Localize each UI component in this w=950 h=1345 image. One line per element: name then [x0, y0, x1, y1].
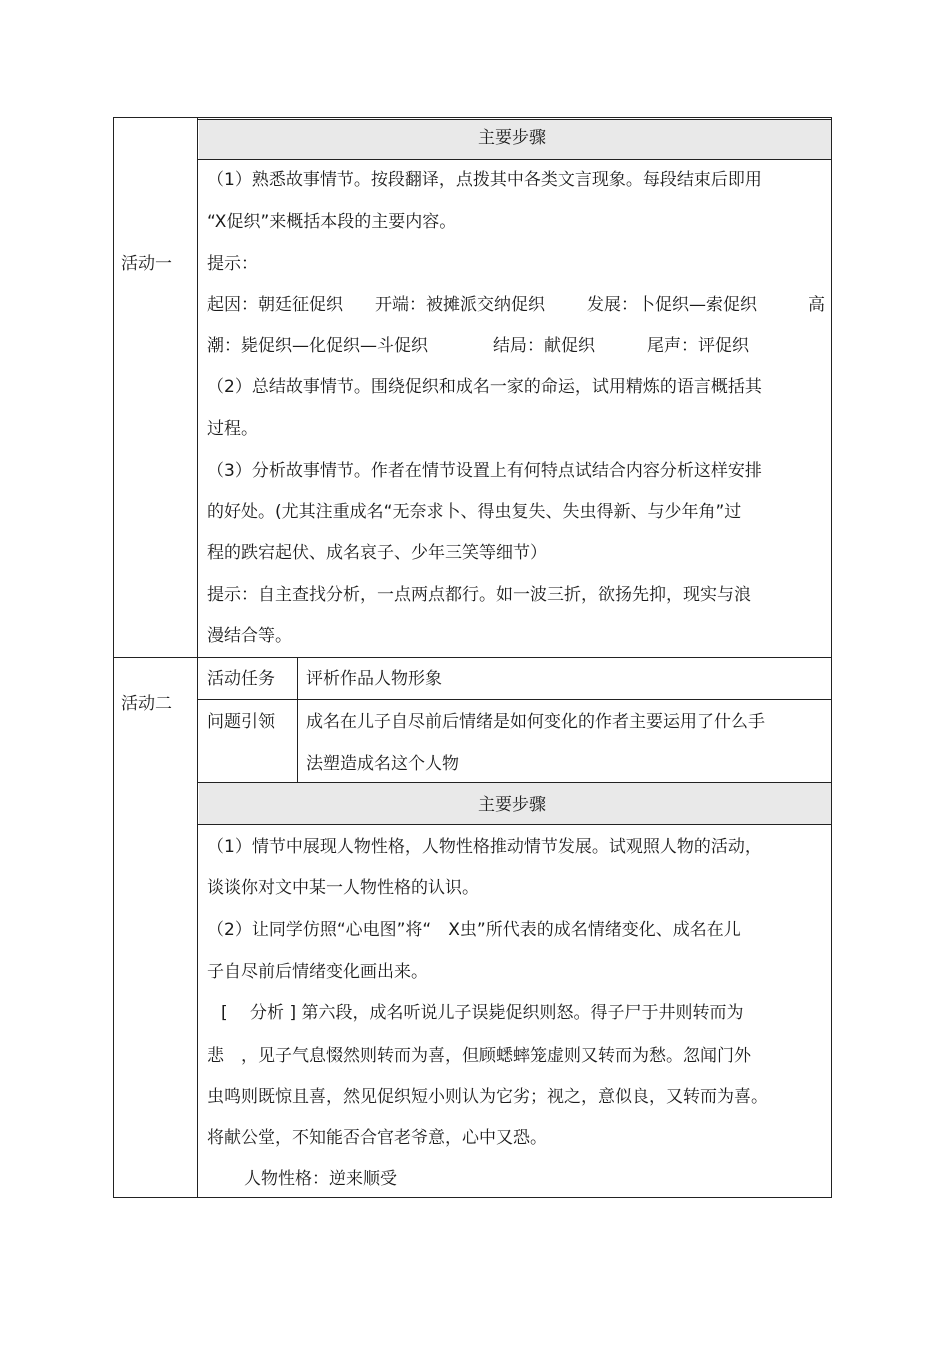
activity2-header-bottom-line — [197, 824, 831, 825]
activity1-line-hint2a: 提示：自主查找分析，一点两点都行。如一波三折，欲扬先抑，现实与浪 — [207, 585, 751, 605]
analysis-line-1: [ 分析 ] 第六段，成名听说儿子误毙促织则怒。得子尸于井则转而为 — [221, 1003, 744, 1023]
plot-opening: 开端：被摊派交纳促织 — [375, 295, 545, 315]
task-row-divider — [197, 699, 831, 700]
question-label: 问题引领 — [207, 712, 275, 732]
task-value: 评析作品人物形象 — [306, 669, 442, 689]
question-line-2: 法塑造成名这个人物 — [306, 754, 459, 774]
activity1-hint-label: 提示： — [207, 254, 258, 274]
plot-epilogue: 尾声：评促织 — [647, 336, 749, 356]
activity2-header-top-line — [197, 782, 831, 783]
activity1-line-2: “X促织”来概括本段的主要内容。 — [207, 212, 457, 232]
activity2-label: 活动二 — [121, 694, 172, 714]
table-top-border — [113, 117, 832, 118]
activity1-steps-header: 主要步骤 — [478, 128, 546, 148]
table-bottom-border — [113, 1197, 832, 1198]
activity1-line-task3b: 的好处。(尤其注重成名“无奈求卜、得虫复失、失虫得新、与少年角”过 — [207, 502, 742, 522]
activity2-line-2: 谈谈你对文中某一人物性格的认识。 — [207, 878, 479, 898]
activity1-header-top-line — [197, 119, 831, 120]
activity1-header-bottom-line — [197, 159, 831, 160]
analysis-line-4: 将献公堂，不知能否合官老爷意，心中又恐。 — [207, 1128, 547, 1148]
activity2-steps-header: 主要步骤 — [478, 795, 546, 815]
character-trait: 人物性格：逆来顺受 — [244, 1169, 397, 1189]
activity2-line-3: （2）让同学仿照“心电图”将“ X虫”所代表的成名情绪变化、成名在儿 — [207, 920, 741, 940]
task-label: 活动任务 — [207, 669, 275, 689]
analysis-line-2: 悲 ，见子气息惙然则转而为喜，但顾蟋蟀笼虚则又转而为愁。忽闻门外 — [207, 1046, 751, 1066]
task-label-divider — [297, 657, 298, 782]
activity-separator — [113, 657, 832, 658]
activity1-label: 活动一 — [121, 254, 172, 274]
activity1-line-hint2b: 漫结合等。 — [207, 626, 292, 646]
plot-cause: 起因：朝廷征促织 — [207, 295, 343, 315]
content-column-divider-2 — [197, 657, 198, 1198]
plot-climax-start: 高 — [808, 295, 825, 315]
activity2-line-1: （1）情节中展现人物性格，人物性格推动情节发展。试观照人物的活动， — [207, 837, 762, 857]
plot-climax: 潮：毙促织—化促织—斗促织 — [207, 336, 428, 356]
activity1-line-task2b: 过程。 — [207, 419, 258, 439]
activity1-line-1: （1）熟悉故事情节。按段翻译，点拨其中各类文言现象。每段结束后即用 — [207, 170, 762, 190]
analysis-line-3: 虫鸣则既惊且喜，然见促织短小则认为它劣；视之，意似良，又转而为喜。 — [207, 1087, 768, 1107]
activity1-line-task2a: （2）总结故事情节。围绕促织和成名一家的命运，试用精炼的语言概括其 — [207, 377, 762, 397]
content-column-divider-1 — [197, 117, 198, 658]
plot-development: 发展：卜促织—索促织 — [587, 295, 757, 315]
activity2-line-4: 子自尽前后情绪变化画出来。 — [207, 962, 428, 982]
activity1-line-task3c: 程的跌宕起伏、成名哀子、少年三笑等细节） — [207, 543, 547, 563]
question-line-1: 成名在儿子自尽前后情绪是如何变化的作者主要运用了什么手 — [306, 712, 765, 732]
plot-resolution: 结局：献促织 — [493, 336, 595, 356]
activity1-line-task3a: （3）分析故事情节。作者在情节设置上有何特点试结合内容分析这样安排 — [207, 461, 762, 481]
